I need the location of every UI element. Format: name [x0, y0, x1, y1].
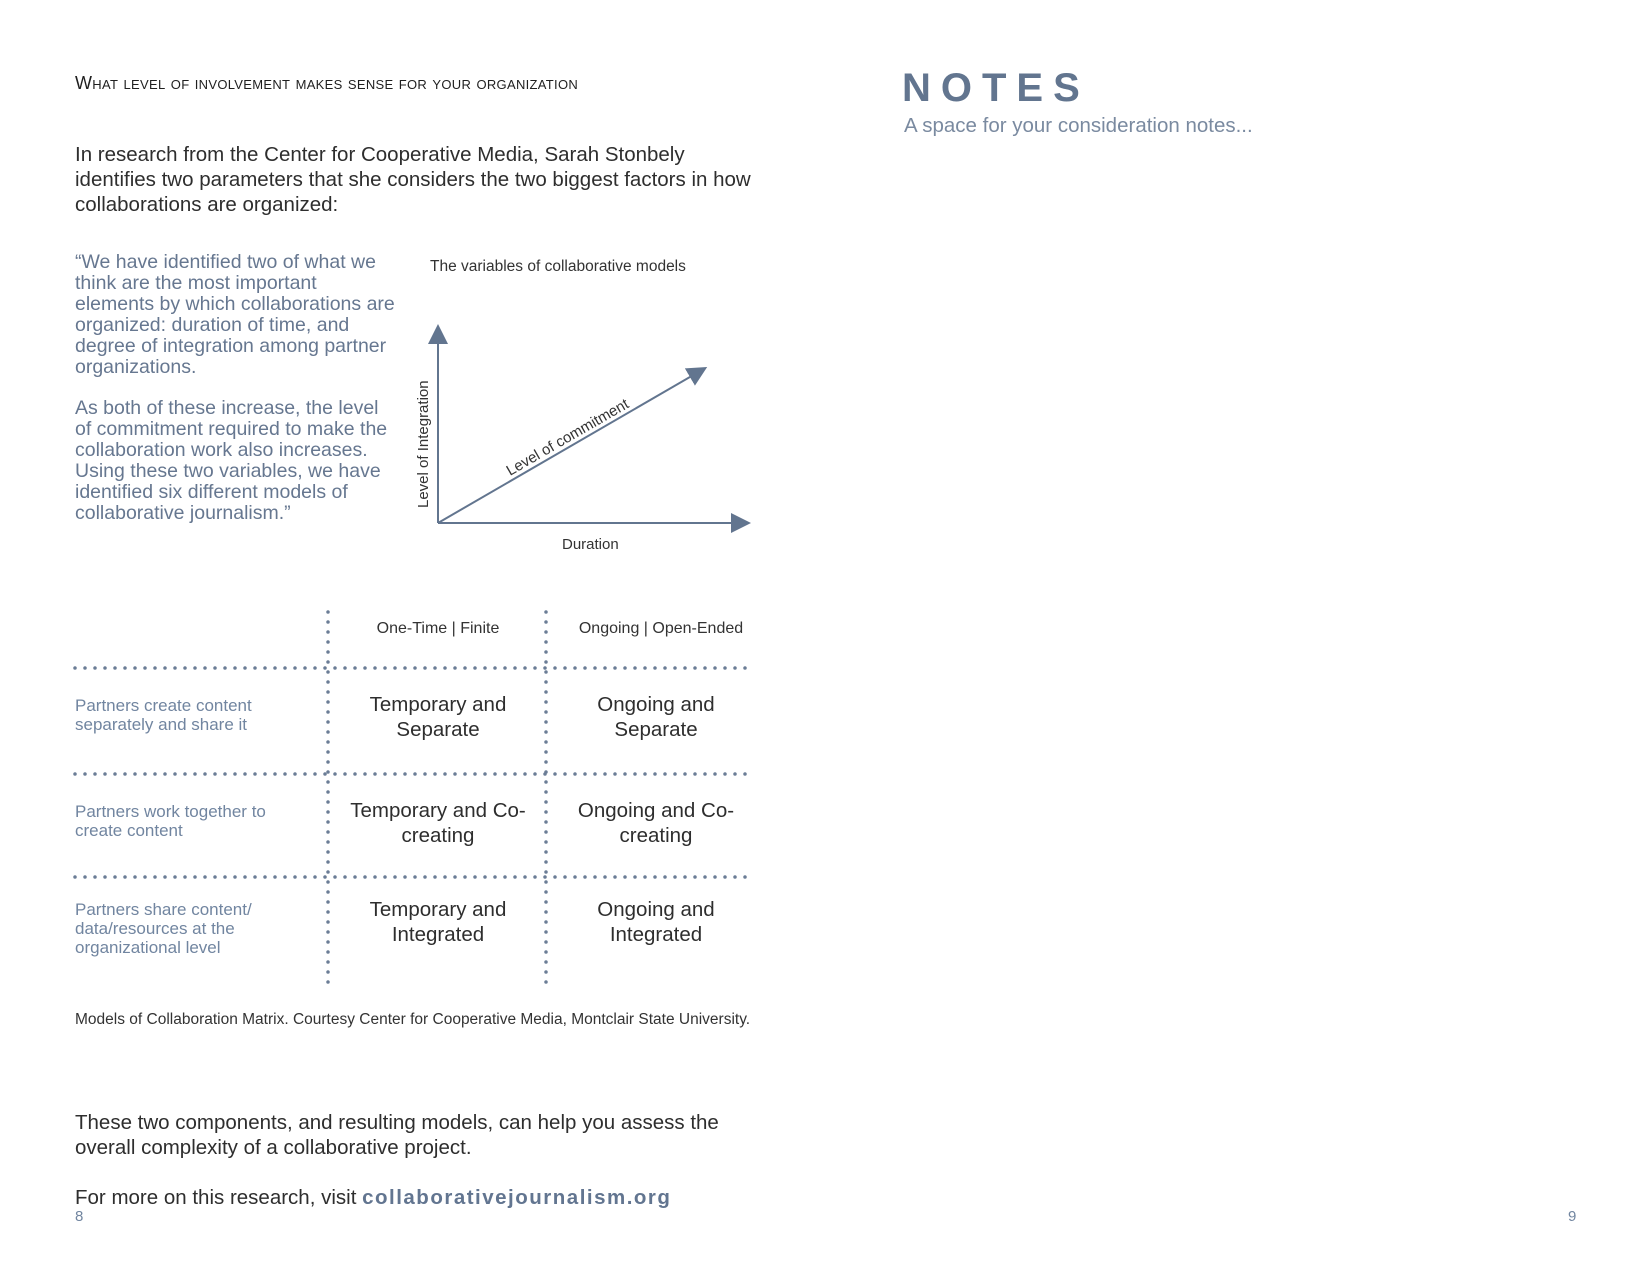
matrix-caption: Models of Collaboration Matrix. Courtesy Center for Cooperative Media, Montclair State University.	[75, 1011, 751, 1028]
cell-temporary-integrated: Temporary and Integrated	[369, 898, 507, 946]
cell-ongoing-co-creating: Ongoing and Co-creating	[577, 799, 735, 847]
research-quote	[75, 252, 395, 544]
quote-paragraph-2: As both of these increase, the level of commitment required to make the collaboration work also increases. Using these two variables, we have identified six different models of collaborative journalism.”	[75, 397, 388, 524]
notes-title: NOTES	[902, 66, 1090, 110]
section-heading: What level of involvement makes sense for your organization	[75, 73, 579, 93]
notes-subtitle: A space for your consideration notes...	[904, 114, 1253, 137]
research-link[interactable]: collaborativejournalism.org	[362, 1186, 672, 1209]
intro-paragraph: In research from the Center for Cooperative Media, Sarah Stonbely identifies two parameters that she considers the two biggest factors in how collaborations are organized:	[75, 143, 751, 216]
quote-paragraph-1: “We have identified two of what we think are the most important elements by which collaborations are organized: duration of time, and degree of integration among partner organizations.	[75, 251, 395, 378]
closing-paragraph: These two components, and resulting models, can help you assess the overall complexity of a collaborative project.	[75, 1111, 719, 1159]
page-number-left: 8	[75, 1208, 84, 1225]
cell-ongoing-integrated: Ongoing and Integrated	[597, 898, 715, 946]
more-info-prefix: For more on this research, visit	[75, 1186, 363, 1209]
more-info-line	[75, 1185, 775, 1210]
page-number-right: 9	[1568, 1208, 1577, 1225]
row-label-separate: Partners create content separately and share it	[75, 696, 252, 734]
commitment-arrow	[438, 370, 702, 523]
column-header-ongoing: Ongoing | Open-Ended	[578, 620, 744, 637]
row-label-co-creating: Partners work together to create content	[75, 802, 266, 840]
row-label-integrated: Partners share content/ data/resources at the organizational level	[75, 900, 252, 957]
cell-temporary-separate: Temporary and Separate	[369, 693, 507, 741]
variables-diagram	[400, 300, 760, 560]
cell-temporary-co-creating: Temporary and Co-creating	[350, 799, 526, 847]
diagram-title: The variables of collaborative models	[430, 258, 686, 275]
x-axis-label: Duration	[562, 536, 619, 553]
column-header-one-time: One-Time | Finite	[376, 620, 500, 637]
y-axis-label: Level of Integration	[415, 380, 432, 508]
cell-ongoing-separate: Ongoing and Separate	[597, 693, 715, 741]
diagonal-label: Level of commitment	[503, 395, 632, 480]
